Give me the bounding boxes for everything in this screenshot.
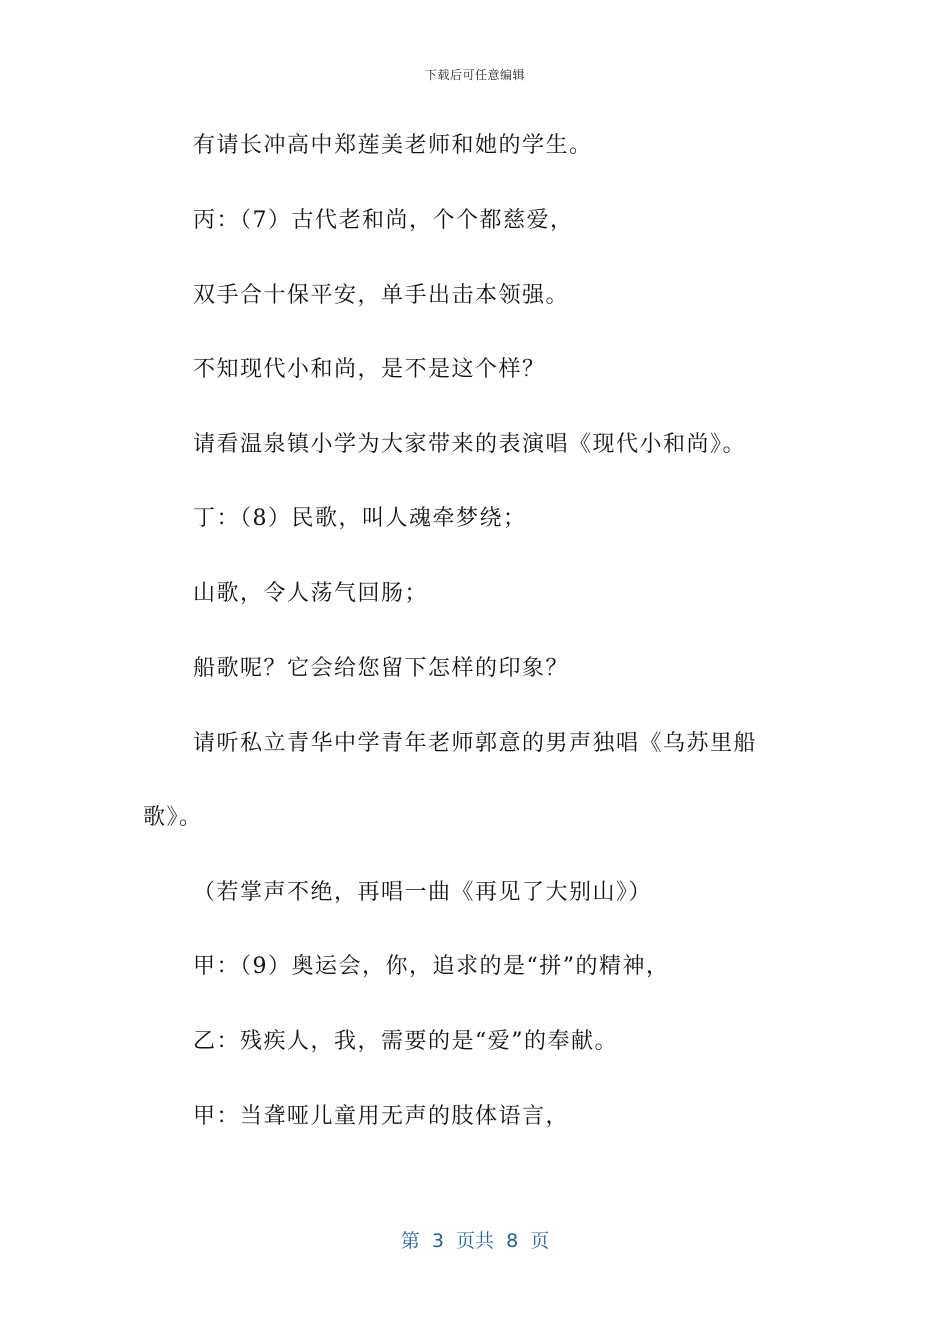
text-line: 请看温泉镇小学为大家带来的表演唱《现代小和尚》。 — [193, 432, 747, 457]
text-line: 双手合十保平安，单手出击本领强。 — [193, 283, 570, 308]
text-line: 甲：当聋哑儿童用无声的肢体语言， — [193, 1104, 570, 1129]
text-line: 甲：（9）奥运会，你，追求的是“拼”的精神， — [193, 954, 670, 979]
page-header: 下载后可任意编辑 — [424, 68, 525, 82]
text-line: 船歌呢？它会给您留下怎样的印象？ — [193, 656, 570, 681]
text-line: 请听私立青华中学青年老师郭意的男声独唱《乌苏里船 — [193, 731, 758, 756]
text-line: 丁：（8）民歌，叫人魂牵梦绕； — [193, 506, 527, 531]
text-line: 山歌，令人荡气回肠； — [193, 581, 429, 606]
text-line: 不知现代小和尚，是不是这个样？ — [193, 357, 546, 382]
text-line: 丙：（7）古代老和尚，个个都慈爱， — [193, 208, 574, 233]
text-line: （若掌声不绝，再唱一曲《再见了大别山》） — [193, 880, 653, 905]
page-number-footer: 第 3 页共 8 页 — [400, 1230, 550, 1252]
text-line: 乙：残疾人，我，需要的是“爱”的奉献。 — [193, 1029, 618, 1054]
text-line: 歌》。 — [143, 805, 203, 830]
text-line: 有请长冲高中郑莲美老师和她的学生。 — [193, 133, 593, 158]
